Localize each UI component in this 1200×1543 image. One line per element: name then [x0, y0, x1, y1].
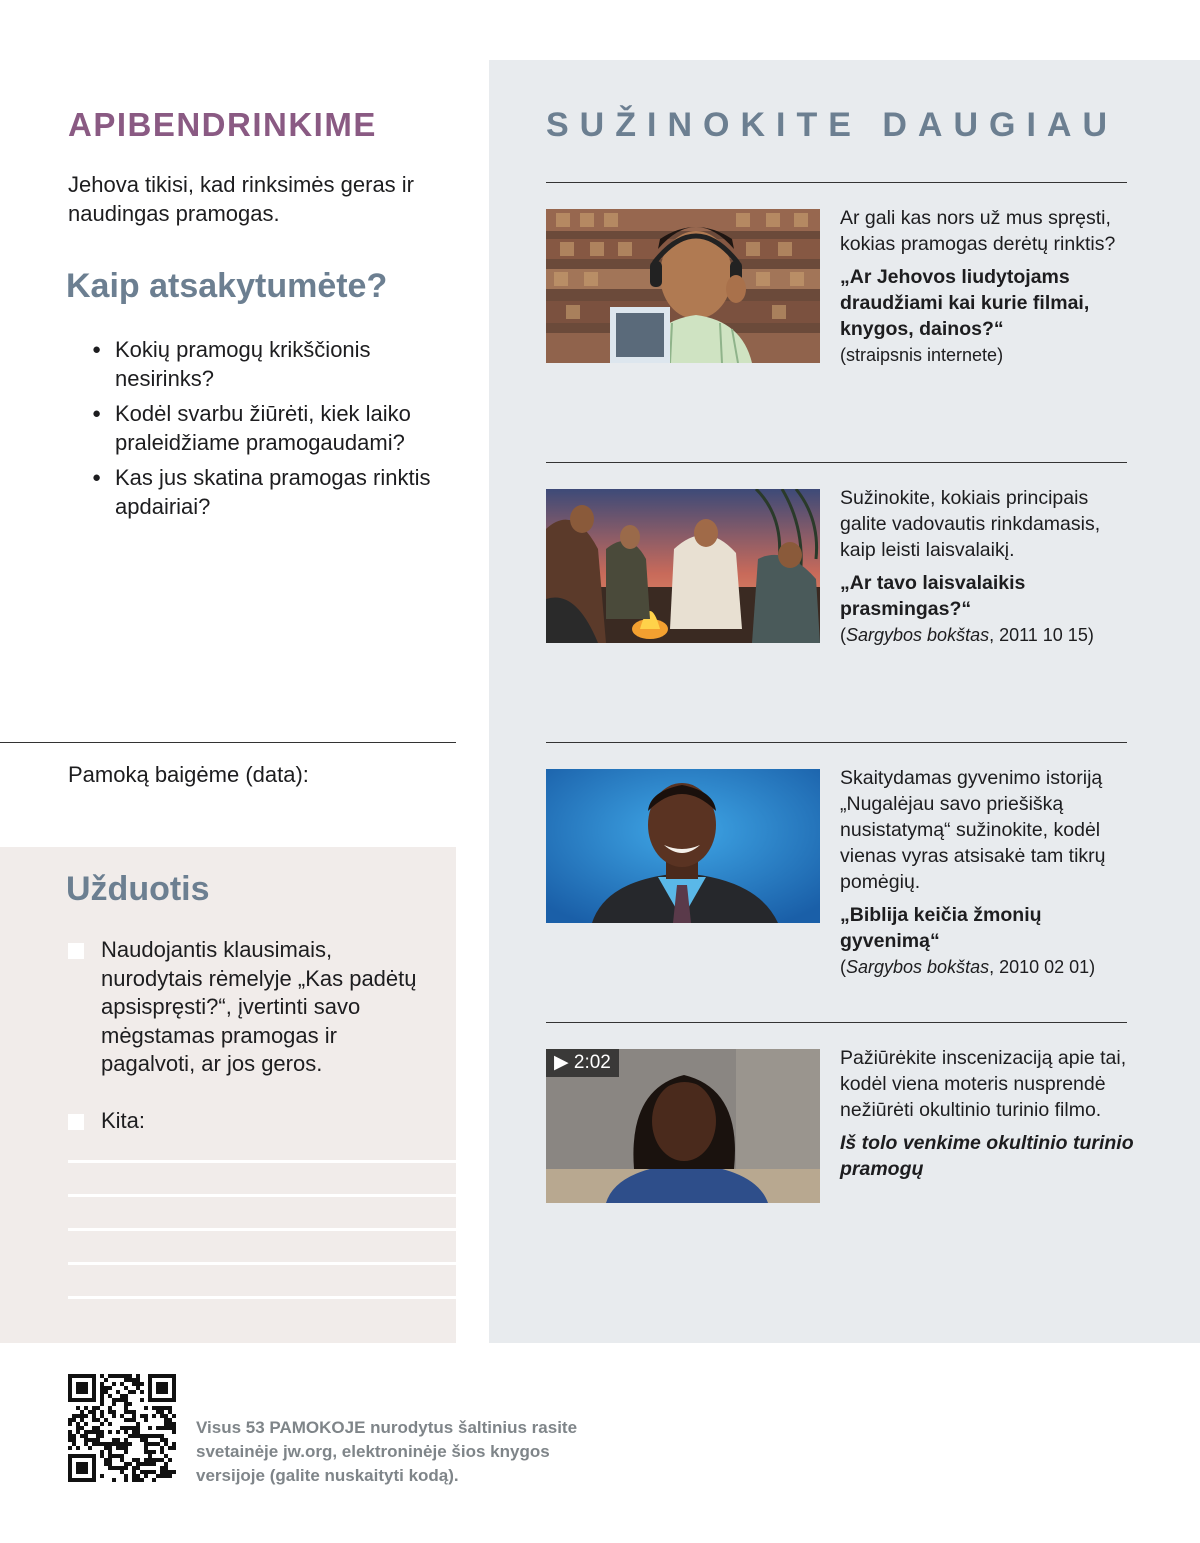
section-rule: [546, 182, 1127, 183]
woman-video-still[interactable]: [546, 1049, 820, 1203]
source-note: [840, 954, 1140, 980]
footer-note: Visus 53 PAMOKOJE nurodytus šaltinius rasite svetainėje jw.org, elektroninėje šios knygos versijoje (galite nuskaityti kodą).: [196, 1418, 578, 1485]
summary-text: Jehova tikisi, kad rinksimės geras ir naudingas pramogas.: [68, 172, 415, 226]
section-rule: [546, 1022, 1127, 1023]
question-item: ● Kas jus skatina pramogas rinktis apdairiai?: [92, 464, 452, 521]
article-link[interactable]: „Ar Jehovos liudytojams draudžiami kai kurie filmai, knygos, dainos?“: [840, 266, 1090, 340]
task-title: Užduotis: [66, 870, 210, 908]
learn-more-entry: [840, 765, 1140, 980]
entry-description: Pažiūrėkite inscenizaciją apie tai, kodėl viena moteris nusprendė nežiūrėti okultinio turinio filmo.: [840, 1047, 1127, 1121]
article-link[interactable]: „Ar tavo laisvalaikis prasmingas?“: [840, 572, 1026, 620]
entry-description: Sužinokite, kokiais principais galite vadovautis rinkdamasis, kaip leisti laisvalaikį.: [840, 487, 1101, 561]
learn-more-entry: [840, 1045, 1140, 1182]
campfire-painting-image[interactable]: [546, 489, 820, 643]
learn-more-entry: [840, 485, 1140, 648]
divider: [0, 742, 456, 743]
other-label: Kita:: [101, 1108, 146, 1133]
source-paren: (: [840, 625, 846, 645]
teen-with-headphones-image[interactable]: [546, 209, 820, 363]
source-paren: (: [840, 957, 846, 977]
smiling-man-portrait[interactable]: [546, 769, 820, 923]
questions-title: Kaip atsakytumėte?: [66, 267, 388, 305]
section-rule: [546, 742, 1127, 743]
source-date: , 2011 10 15): [989, 625, 1094, 645]
learn-more-title: SUŽINOKITE DAUGIAU: [546, 106, 1118, 144]
section-rule: [546, 462, 1127, 463]
questions-list: [92, 336, 452, 528]
entry-description: Ar gali kas nors už mus spręsti, kokias pramogas derėtų rinktis?: [840, 207, 1116, 255]
qr-code-icon[interactable]: [68, 1374, 176, 1482]
video-link[interactable]: Iš tolo venkime okultinio turinio pramogų: [840, 1132, 1134, 1180]
question-item: ● Kokių pramogų krikščionis nesirinks?: [92, 336, 452, 393]
source-note: [840, 622, 1140, 648]
task-item-text: Naudojantis klausimais, nurodytais rėmelyje „Kas padėtų apsispręsti?“, įvertinti savo mėgstamas pramogas ir pagalvoti, ar jos geros.: [101, 937, 417, 1076]
task-panel: [0, 847, 456, 1343]
writing-line[interactable]: [68, 1262, 456, 1265]
entry-description: Skaitydamas gyvenimo istoriją „Nugalėjau savo priešišką nusistatymą“ sužinokite, kodėl vienas vyras atsisakė tam tikrų pomėgių.: [840, 767, 1106, 893]
writing-line[interactable]: [68, 1228, 456, 1231]
source-publication: Sargybos bokštas: [846, 625, 990, 645]
video-duration-badge[interactable]: ▶ 2:02: [546, 1049, 619, 1077]
writing-line[interactable]: [68, 1296, 456, 1299]
learn-more-entry: [840, 205, 1140, 368]
writing-line[interactable]: [68, 1160, 456, 1163]
writing-line[interactable]: [68, 1194, 456, 1197]
summary-title: APIBENDRINKIME: [68, 106, 377, 143]
source-date: , 2010 02 01): [989, 957, 1096, 977]
source-publication: Sargybos bokštas: [846, 957, 990, 977]
completed-date-label: Pamoką baigėme (data):: [68, 762, 309, 787]
other-checkbox[interactable]: [68, 1114, 84, 1130]
source-note: (straipsnis internete): [840, 345, 1004, 365]
article-link[interactable]: „Biblija keičia žmonių gyvenimą“: [840, 904, 1042, 952]
question-item: ● Kodėl svarbu žiūrėti, kiek laiko praleidžiame pramogaudami?: [92, 400, 452, 457]
task-checkbox[interactable]: [68, 943, 84, 959]
